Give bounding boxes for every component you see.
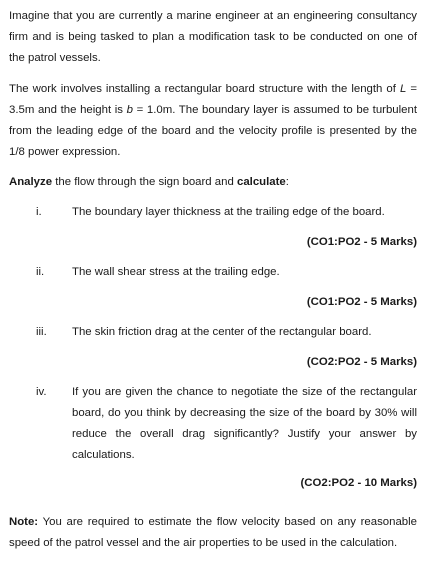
note-paragraph <box>9 512 417 554</box>
question-text: The wall shear stress at the trailing edge. <box>72 266 280 278</box>
question-text: The skin friction drag at the center of the rectangular board. <box>72 326 372 338</box>
note-text: You are required to estimate the flow velocity based on any reasonable speed of the patrol vessel and the air properties to be used in the calculation. <box>9 516 417 550</box>
question-number: i. <box>36 206 42 218</box>
description-text-1: The work involves installing a rectangular board structure with the length of <box>9 83 400 95</box>
question-marks: (CO1:PO2 - 5 Marks) <box>306 236 417 248</box>
description-paragraph <box>9 79 417 163</box>
question-number: iv. <box>36 386 47 398</box>
question-number: ii. <box>36 266 45 278</box>
variable-L: L <box>399 83 407 95</box>
intro-paragraph <box>9 6 417 69</box>
task-instruction <box>9 172 417 193</box>
question-marks: (CO2:PO2 - 5 Marks) <box>306 356 417 368</box>
question-marks: (CO1:PO2 - 5 Marks) <box>306 296 417 308</box>
question-text: If you are given the chance to negotiate the size of the rectangular board, do you think by decreasing the size of the board by 30% will reduce the overall drag significantly? Justify your answer by calculations. <box>72 386 417 461</box>
variable-b: b <box>126 104 133 116</box>
description-text-3: = 1.0m. The boundary layer is assumed to be turbulent from the leading edge of the board and the velocity profile is presented by the 1/8 power expression. <box>9 104 417 158</box>
question-number: iii. <box>36 326 47 338</box>
question-text: The boundary layer thickness at the trailing edge of the board. <box>72 206 385 218</box>
description-text-2: = 3.5m and the height is <box>9 83 417 116</box>
question-marks: (CO2:PO2 - 10 Marks) <box>300 477 417 489</box>
intro-text: Imagine that you are currently a marine engineer at an engineering consultancy firm and is being tasked to plan a modification task to be conducted on one of the patrol vessels. <box>9 10 417 64</box>
note-label: Note: <box>9 516 39 529</box>
task-colon: : <box>285 176 289 188</box>
calculate-label: calculate <box>236 176 286 188</box>
task-middle-text: the flow through the sign board and <box>52 176 237 188</box>
analyze-label: Analyze <box>9 176 53 188</box>
